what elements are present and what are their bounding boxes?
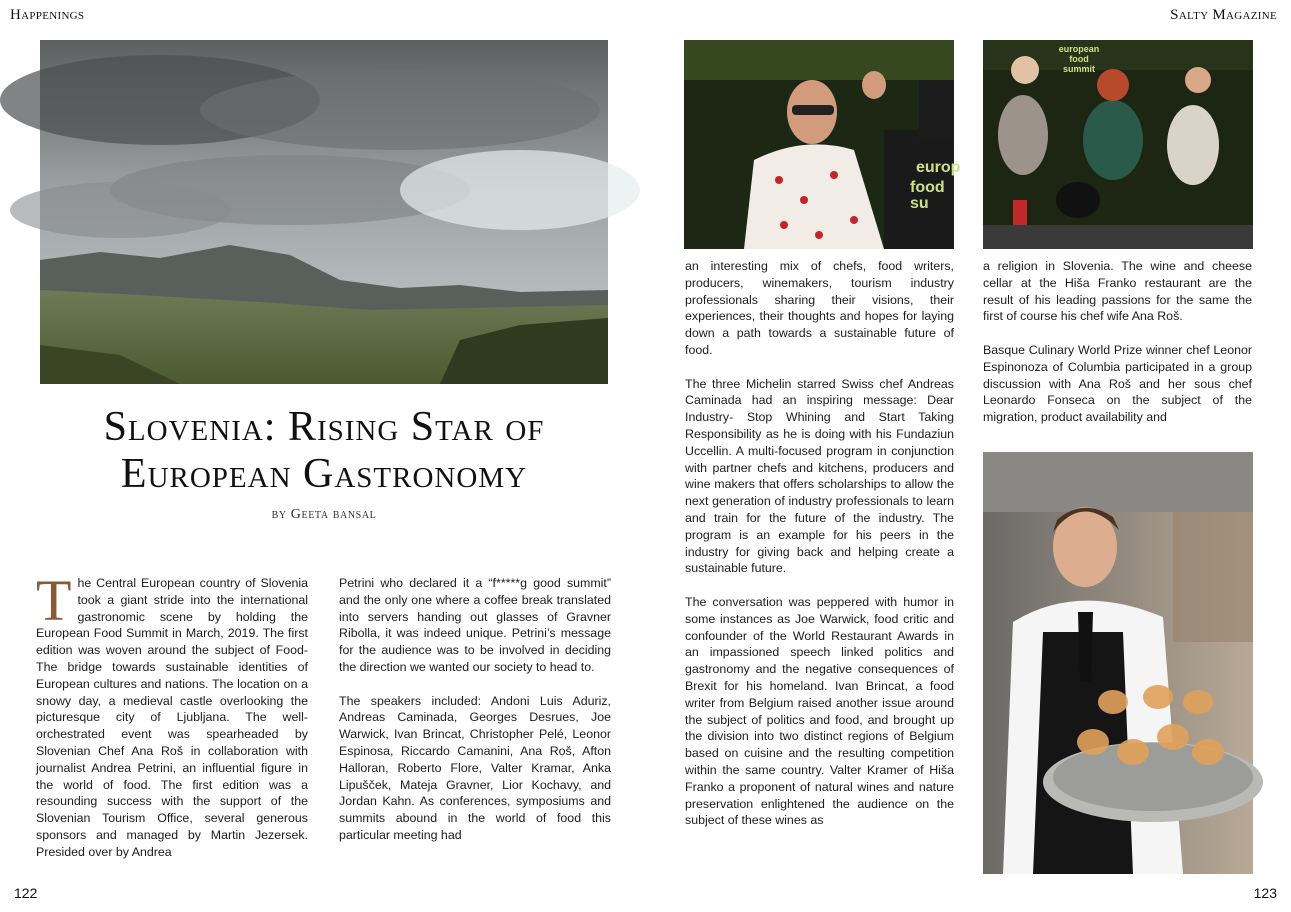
panel-discussion-photo (983, 40, 1253, 249)
text-column-1 (36, 568, 308, 877)
speaker-photo (684, 40, 961, 249)
drop-cap: T (36, 568, 72, 633)
column-3-paragraph-2: The three Michelin starred Swiss chef Andreas Caminada had an inspiring message: Dear Industry- Stop Whining and Start Taking Responsibility as he is doing with his Fundaziun Uccellin. A multi-focused program in conjunction with partner chefs and kitchens, producers and wine makers that offers scholarships to allow the next generation of industry professionals to learn and train for the future of the industry. The program is an example for his peers in the industry for giving back and helping create a sustainable future. (685, 376, 954, 576)
column-3-paragraph-1: an interesting mix of chefs, food writers, producers, winemakers, tourism industry professionals sharing their visions, their experiences, their thoughts and hopes for laying down a path towards a sustainable future of food. (685, 259, 954, 357)
article-byline: by Geeta bansal (271, 507, 377, 522)
text-column-4 (983, 258, 1252, 443)
column-4-paragraph-1: a religion in Slovenia. The wine and cheese cellar at the Hiša Franko restaurant are the result of his leading passions for the same the first of course his chef wife Ana Roš. (983, 259, 1252, 324)
left-page-number: 122 (14, 885, 38, 901)
column-1-paragraph-1: he Central European country of Slovenia took a giant stride into the international gastronomic scene by holding the European Food Summit in March, 2019. The first edition was woven around the subject of Food- The bridge towards sustainable identities of European cultures and nations. The location on a snowy day, a medieval castle overlooking the picturesque city of Ljubljana. The well-orchestrated event was spearheaded by Slovenian Chef Ana Roš in collaboration with journalist Andrea Petrini, an influential figure in the world of food. The first edition was a resounding success with the support of the Slovenian Tourism Office, several generous sponsors and managed by Martin Jezersek. Presided over by Andrea (36, 576, 308, 859)
stage-sign-a: europ (916, 159, 961, 176)
right-page-number: 123 (1253, 885, 1277, 901)
column-4-paragraph-2: Basque Culinary World Prize winner chef Leonor Espinonoza of Columbia participated in a group discussion with Ana Roš and her sous chef Leonardo Fonseca on the subject of the migration, product availability and (983, 342, 1252, 425)
stage-sign-b: food su (910, 179, 945, 212)
column-2-paragraph-1: Petrini who declared it a “f*****g good summit” and the only one where a coffee break translated into servers handing out glasses of Gravner Ribolla, it was indeed unique. Petrini’s message for the audience was to be involved in deciding the direction we wanted our society to head to. (339, 576, 611, 674)
stage-sign-c: european (1058, 44, 1100, 54)
text-column-3 (685, 258, 954, 846)
left-running-head: Happenings (10, 7, 85, 23)
column-2-paragraph-2: The speakers included: Andoni Luis Aduriz, Andreas Caminada, Georges Desrues, Joe Warwick, Ivan Brincat, Christopher Pelé, Leonor Espinosa, Riccardo Camanini, Ana Roš, Afton Halloran, Roberto Flore, Valter Kramar, Anka Lipušček, Mateja Gravner, Lior Kochavy, and Jordan Kahn. As conferences, symposiums and summits abound in the world of food this particular meeting had (339, 693, 611, 842)
article-title: Slovenia: Rising Star of European Gastronomy (103, 404, 545, 497)
text-column-2 (339, 575, 611, 861)
landscape-photo (40, 40, 608, 384)
stage-sign-d: food summit (1062, 54, 1095, 74)
right-running-head: Salty Magazine (1170, 7, 1277, 23)
waiter-photo (983, 452, 1253, 874)
column-3-paragraph-3: The conversation was peppered with humor in some instances as Joe Warwick, food critic and confounder of the World Restaurant Awards in an impassioned speech linked politics and gastronomy and the negative consequences of Brexit for his homeland. Ivan Brincat, a food writer from Belgium raised another issue around the subject of politics and food, and brought up the division into two distinct regions of Belgium based on cuisine and the resulting competition within the same country. Valter Kramer of Hiša Franko a proponent of natural wines and nature preservation enlightened the audience on the subject of these wines as (685, 594, 954, 828)
